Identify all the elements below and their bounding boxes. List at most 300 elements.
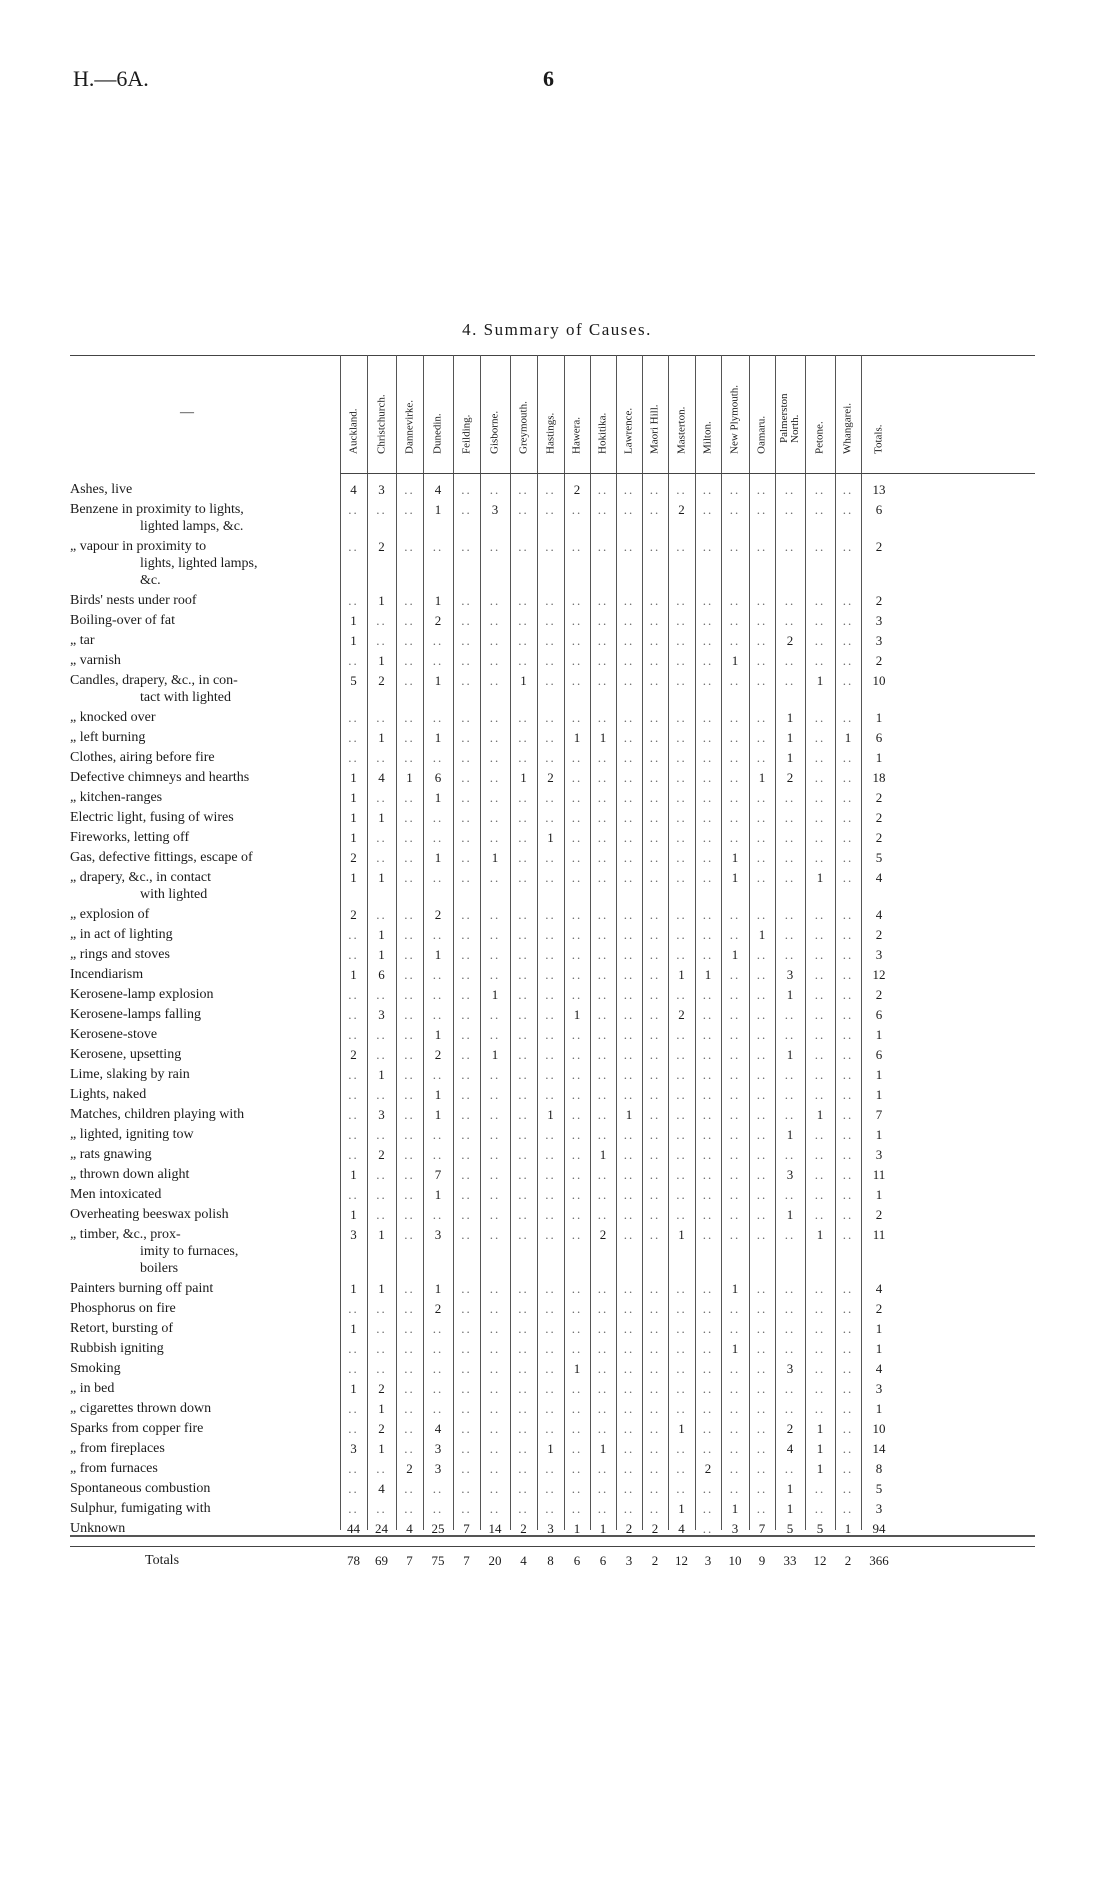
table-cell: .. (489, 539, 501, 554)
table-cell: .. (623, 850, 635, 865)
table-cell: 2 (378, 673, 385, 688)
table-cell: .. (702, 1281, 714, 1296)
table-cell: 2 (378, 1381, 385, 1396)
row-total-cell: 2 (875, 653, 883, 668)
column-header (423, 359, 453, 465)
table-cell: 3 (786, 1361, 794, 1376)
table-cell: .. (348, 593, 359, 608)
table-cell: .. (756, 1421, 768, 1436)
table-cell: .. (814, 1087, 826, 1102)
table-cell: .. (545, 987, 556, 1002)
table-cell: .. (784, 1027, 796, 1042)
table-cell: 1 (434, 730, 442, 745)
table-cell: .. (814, 502, 826, 517)
table-cell: .. (545, 750, 556, 765)
table-cell: .. (756, 1501, 768, 1516)
table-cell: 1 (816, 1107, 824, 1122)
table-cell: .. (518, 1147, 529, 1162)
table-cell: .. (545, 1027, 556, 1042)
table-cell: .. (729, 502, 741, 517)
table-cell: .. (597, 987, 609, 1002)
table-cell: .. (649, 1401, 661, 1416)
row-total-cell: 7 (875, 1107, 883, 1122)
table-cell: .. (814, 653, 826, 668)
cause-label (70, 1440, 322, 1457)
table-cell: .. (649, 870, 661, 885)
table-cell: .. (623, 1401, 635, 1416)
table-cell: 5 (786, 1521, 794, 1536)
summary-of-causes-table (70, 355, 1035, 1568)
table-cell: 1 (378, 810, 385, 825)
table-cell: .. (545, 1207, 556, 1222)
table-cell: 4 (434, 482, 442, 497)
table-cell: .. (432, 830, 444, 845)
table-cell: .. (432, 539, 444, 554)
table-cell: .. (571, 1107, 583, 1122)
table-cell: .. (842, 1007, 854, 1022)
cause-label (70, 1380, 322, 1397)
table-cell: .. (376, 1501, 387, 1516)
cause-text: Sulphur, fumigating with (70, 1501, 211, 1516)
table-cell: .. (571, 850, 583, 865)
table-cell: .. (376, 1127, 387, 1142)
table-cell: .. (597, 907, 609, 922)
table-cell: .. (461, 1127, 472, 1142)
table-cell: .. (404, 1047, 415, 1062)
table-cell: .. (376, 633, 387, 648)
table-cell: .. (404, 1187, 415, 1202)
table-cell: .. (784, 870, 796, 885)
table-cell: .. (348, 1481, 359, 1496)
table-cell: .. (348, 1461, 359, 1476)
table-cell: .. (649, 673, 661, 688)
cause-text: „ drapery, &c., in contact (70, 870, 211, 885)
cause-text: „ rats gnawing (70, 1147, 152, 1162)
row-total-cell: 1 (875, 1401, 883, 1416)
table-cell: .. (461, 1187, 472, 1202)
table-cell: .. (348, 1027, 359, 1042)
table-cell: .. (729, 613, 741, 628)
table-cell: 1 (434, 1281, 442, 1296)
table-cell: 2 (678, 502, 685, 517)
table-cell: 1 (758, 927, 766, 942)
table-cell: 1 (378, 1281, 385, 1296)
table-cell: .. (649, 1301, 661, 1316)
table-cell: .. (842, 1461, 854, 1476)
table-cell: .. (404, 1401, 415, 1416)
table-cell: .. (376, 1341, 387, 1356)
table-cell: .. (597, 673, 609, 688)
table-cell: .. (729, 750, 741, 765)
table-cell: .. (623, 907, 635, 922)
table-cell: .. (545, 1087, 556, 1102)
row-total-cell: 2 (875, 1207, 883, 1222)
table-cell: .. (571, 1067, 583, 1082)
table-cell: .. (376, 502, 387, 517)
table-cell: .. (518, 810, 529, 825)
cause-label (70, 1166, 322, 1183)
table-cell: 1 (731, 947, 739, 962)
table-cell: .. (597, 653, 609, 668)
table-cell: .. (597, 502, 609, 517)
table-cell: 3 (434, 1441, 442, 1456)
table-cell: .. (756, 1127, 768, 1142)
table-cell: .. (432, 1481, 444, 1496)
table-cell: .. (545, 673, 556, 688)
table-cell: .. (597, 613, 609, 628)
column-total-cell: 6 (573, 1553, 581, 1568)
table-cell: .. (461, 1281, 472, 1296)
table-cell: 1 (599, 1147, 607, 1162)
cause-label (70, 1280, 322, 1297)
table-cell: 1 (786, 1127, 794, 1142)
table-cell: .. (461, 502, 472, 517)
table-cell: .. (623, 1301, 635, 1316)
table-cell: .. (649, 967, 661, 982)
table-cell: .. (649, 1361, 661, 1376)
table-cell: .. (518, 653, 529, 668)
table-cell: .. (348, 750, 359, 765)
table-cell: .. (842, 482, 854, 497)
column-header-label: Maori Hill. (648, 404, 661, 454)
column-header (775, 359, 805, 465)
table-cell: 1 (816, 673, 824, 688)
table-cell: .. (649, 1027, 661, 1042)
cause-label (70, 1006, 322, 1023)
table-cell: 3 (731, 1521, 739, 1536)
table-cell: .. (571, 613, 583, 628)
table-cell: .. (729, 539, 741, 554)
table-cell: .. (461, 1227, 472, 1242)
table-cell: .. (571, 1127, 583, 1142)
table-cell: .. (518, 927, 529, 942)
cause-text: imity to furnaces, (140, 1244, 239, 1259)
table-cell: .. (461, 730, 472, 745)
table-cell: .. (404, 1127, 415, 1142)
table-cell: .. (461, 830, 472, 845)
cause-text: „ from fireplaces (70, 1441, 165, 1456)
cause-label (70, 1106, 322, 1123)
table-cell: .. (842, 790, 854, 805)
row-total-cell: 6 (875, 1047, 883, 1062)
table-cell: .. (842, 1341, 854, 1356)
table-cell: .. (814, 1207, 826, 1222)
column-header (340, 359, 367, 465)
column-header (835, 359, 861, 465)
table-cell: 1 (625, 1107, 633, 1122)
table-cell: .. (756, 613, 768, 628)
table-cell: .. (756, 653, 768, 668)
table-cell: .. (489, 947, 501, 962)
row-total-cell: 11 (872, 1167, 886, 1182)
table-cell: .. (756, 1441, 768, 1456)
table-cell: .. (649, 770, 661, 785)
table-cell: .. (649, 947, 661, 962)
table-cell: .. (518, 1321, 529, 1336)
table-cell: 1 (434, 673, 442, 688)
table-cell: .. (461, 482, 472, 497)
table-cell: 4 (786, 1441, 794, 1456)
table-cell: 1 (731, 870, 739, 885)
table-cell: .. (348, 1147, 359, 1162)
table-cell: .. (814, 1401, 826, 1416)
table-cell: .. (649, 1127, 661, 1142)
table-cell: .. (545, 1461, 556, 1476)
table-cell: .. (518, 947, 529, 962)
table-cell: 1 (678, 1227, 685, 1242)
cause-label (70, 986, 322, 1003)
table-cell: .. (623, 1481, 635, 1496)
column-total-cell: 2 (651, 1553, 659, 1568)
table-cell: .. (404, 1481, 415, 1496)
table-cell: .. (729, 1027, 741, 1042)
row-total-cell: 5 (875, 850, 883, 865)
table-cell: .. (404, 1501, 415, 1516)
table-cell: .. (784, 613, 796, 628)
table-cell: .. (461, 1087, 472, 1102)
table-cell: 7 (463, 1521, 470, 1536)
cause-text: with lighted (140, 887, 208, 902)
table-cell: .. (545, 810, 556, 825)
table-cell: .. (518, 1301, 529, 1316)
table-cell: 2 (350, 907, 357, 922)
table-cell: .. (842, 613, 854, 628)
table-cell: .. (571, 1187, 583, 1202)
table-cell: 14 (488, 1521, 502, 1536)
table-cell: .. (404, 1281, 415, 1296)
table-cell: .. (571, 653, 583, 668)
table-cell: .. (597, 1401, 609, 1416)
table-cell: .. (702, 539, 714, 554)
table-cell: 1 (434, 1187, 442, 1202)
table-cell: .. (623, 1361, 635, 1376)
table-cell: .. (518, 1501, 529, 1516)
table-cell: .. (842, 1441, 854, 1456)
table-cell: 4 (378, 1481, 385, 1496)
table-cell: .. (756, 1167, 768, 1182)
table-cell: .. (518, 750, 529, 765)
table-cell: .. (842, 810, 854, 825)
table-cell: .. (623, 1067, 635, 1082)
table-cell: 1 (678, 1501, 685, 1516)
table-cell: .. (404, 613, 415, 628)
table-cell: .. (623, 613, 635, 628)
table-cell: 1 (704, 967, 712, 982)
table-cell: .. (702, 1127, 714, 1142)
table-cell: .. (432, 927, 444, 942)
table-cell: .. (842, 539, 854, 554)
table-cell: .. (597, 1281, 609, 1296)
table-cell: .. (649, 593, 661, 608)
table-cell: .. (649, 730, 661, 745)
table-cell: .. (432, 1067, 444, 1082)
table-cell: .. (676, 1087, 687, 1102)
table-cell: .. (597, 633, 609, 648)
table-cell: .. (676, 1341, 687, 1356)
cause-label (70, 1206, 322, 1223)
table-cell: .. (597, 1187, 609, 1202)
table-cell: .. (842, 1047, 854, 1062)
table-cell: .. (518, 907, 529, 922)
table-cell: 4 (678, 1521, 685, 1536)
table-cell: 1 (378, 1227, 385, 1242)
table-cell: 1 (547, 1441, 554, 1456)
table-cell: .. (784, 850, 796, 865)
row-total-cell: 11 (872, 1227, 886, 1242)
table-cell: .. (376, 1087, 387, 1102)
table-cell: .. (784, 1281, 796, 1296)
table-cell: .. (518, 633, 529, 648)
table-cell: .. (784, 1087, 796, 1102)
table-cell: .. (756, 482, 768, 497)
table-cell: .. (489, 1107, 501, 1122)
table-cell: .. (571, 1147, 583, 1162)
table-cell: .. (571, 1167, 583, 1182)
table-cell: .. (842, 1167, 854, 1182)
cause-text: Sparks from copper fire (70, 1421, 204, 1436)
table-cell: .. (814, 967, 826, 982)
table-cell: .. (597, 1341, 609, 1356)
column-header-label: Dannevirke. (403, 399, 415, 454)
table-cell: .. (756, 1207, 768, 1222)
table-cell: .. (623, 1127, 635, 1142)
table-cell: .. (597, 850, 609, 865)
table-cell: .. (729, 987, 741, 1002)
table-cell: .. (623, 790, 635, 805)
table-cell: .. (702, 1521, 714, 1536)
table-cell: .. (784, 653, 796, 668)
cause-text: Kerosene, upsetting (70, 1047, 182, 1062)
table-cell: .. (676, 593, 687, 608)
table-cell: 1 (434, 1107, 442, 1122)
cause-label (70, 729, 322, 746)
table-cell: .. (676, 870, 687, 885)
table-cell: .. (623, 770, 635, 785)
cause-label (70, 632, 322, 649)
cause-label (70, 849, 322, 866)
table-cell: 1 (350, 810, 357, 825)
table-cell: .. (623, 1047, 635, 1062)
table-cell: .. (702, 1107, 714, 1122)
table-cell: 2 (678, 1007, 685, 1022)
table-cell: .. (489, 1187, 501, 1202)
table-cell: .. (702, 1421, 714, 1436)
table-cell: .. (597, 1127, 609, 1142)
cause-text: Lights, naked (70, 1087, 147, 1102)
table-cell: .. (842, 1107, 854, 1122)
table-cell: .. (518, 1087, 529, 1102)
table-cell: .. (597, 790, 609, 805)
table-cell: .. (814, 987, 826, 1002)
table-cell: 2 (434, 1047, 442, 1062)
cause-label (70, 1086, 322, 1103)
table-cell: .. (702, 750, 714, 765)
table-cell: .. (842, 947, 854, 962)
table-cell: 1 (786, 987, 794, 1002)
table-cell: .. (756, 1301, 768, 1316)
table-cell: .. (842, 750, 854, 765)
table-cell: 1 (350, 633, 357, 648)
table-cell: 1 (816, 870, 824, 885)
table-cell: .. (432, 1147, 444, 1162)
table-cell: .. (461, 907, 472, 922)
row-total-cell: 6 (875, 502, 883, 517)
table-cell: .. (729, 1107, 741, 1122)
table-cell: .. (814, 1321, 826, 1336)
table-cell: .. (649, 1087, 661, 1102)
table-cell: .. (348, 1067, 359, 1082)
table-cell: .. (489, 1381, 501, 1396)
table-cell: .. (756, 947, 768, 962)
table-cell: .. (518, 613, 529, 628)
table-cell: .. (814, 593, 826, 608)
table-cell: .. (623, 673, 635, 688)
table-cell: .. (432, 1007, 444, 1022)
table-cell: 2 (378, 1147, 385, 1162)
table-cell: .. (545, 633, 556, 648)
table-cell: 1 (378, 653, 385, 668)
table-cell: .. (404, 502, 415, 517)
table-cell: .. (489, 1147, 501, 1162)
table-cell: .. (518, 1207, 529, 1222)
table-cell: .. (404, 1301, 415, 1316)
table-cell: .. (702, 633, 714, 648)
table-cell: .. (571, 1047, 583, 1062)
table-cell: .. (404, 730, 415, 745)
table-cell: .. (461, 947, 472, 962)
table-cell: .. (756, 1381, 768, 1396)
table-cell: .. (545, 907, 556, 922)
table-cell: .. (676, 633, 687, 648)
cause-text: Phosphorus on fire (70, 1301, 176, 1316)
table-cell: .. (702, 1087, 714, 1102)
column-header-label: Feilding. (460, 414, 472, 454)
table-cell: .. (461, 1207, 472, 1222)
table-cell: 5 (350, 673, 357, 688)
table-cell: .. (676, 673, 687, 688)
column-header (616, 359, 642, 465)
table-cell: .. (649, 830, 661, 845)
table-cell: .. (545, 502, 556, 517)
table-cell: .. (489, 1481, 501, 1496)
cause-label (70, 946, 322, 963)
table-cell: .. (597, 870, 609, 885)
table-cell: .. (676, 613, 687, 628)
row-total-cell: 1 (875, 1027, 883, 1042)
table-cell: .. (571, 907, 583, 922)
table-cell: .. (649, 539, 661, 554)
row-total-cell: 2 (875, 1301, 883, 1316)
table-cell: .. (702, 830, 714, 845)
table-cell: 2 (378, 1421, 385, 1436)
table-cell: .. (348, 1401, 359, 1416)
table-cell: .. (623, 927, 635, 942)
cause-text: „ from furnaces (70, 1461, 158, 1476)
table-cell: .. (571, 1321, 583, 1336)
grand-total-cell: 366 (869, 1553, 889, 1568)
table-cell: .. (432, 987, 444, 1002)
table-cell: .. (702, 673, 714, 688)
table-cell: .. (348, 502, 359, 517)
column-header-label: Palmerston North. (778, 393, 801, 443)
table-cell: .. (756, 593, 768, 608)
table-cell: 2 (573, 482, 581, 497)
row-total-cell: 4 (875, 1361, 883, 1376)
table-cell: .. (842, 927, 854, 942)
table-cell: .. (489, 1027, 501, 1042)
cause-text: Kerosene-lamps falling (70, 1007, 202, 1022)
table-cell: .. (489, 790, 501, 805)
